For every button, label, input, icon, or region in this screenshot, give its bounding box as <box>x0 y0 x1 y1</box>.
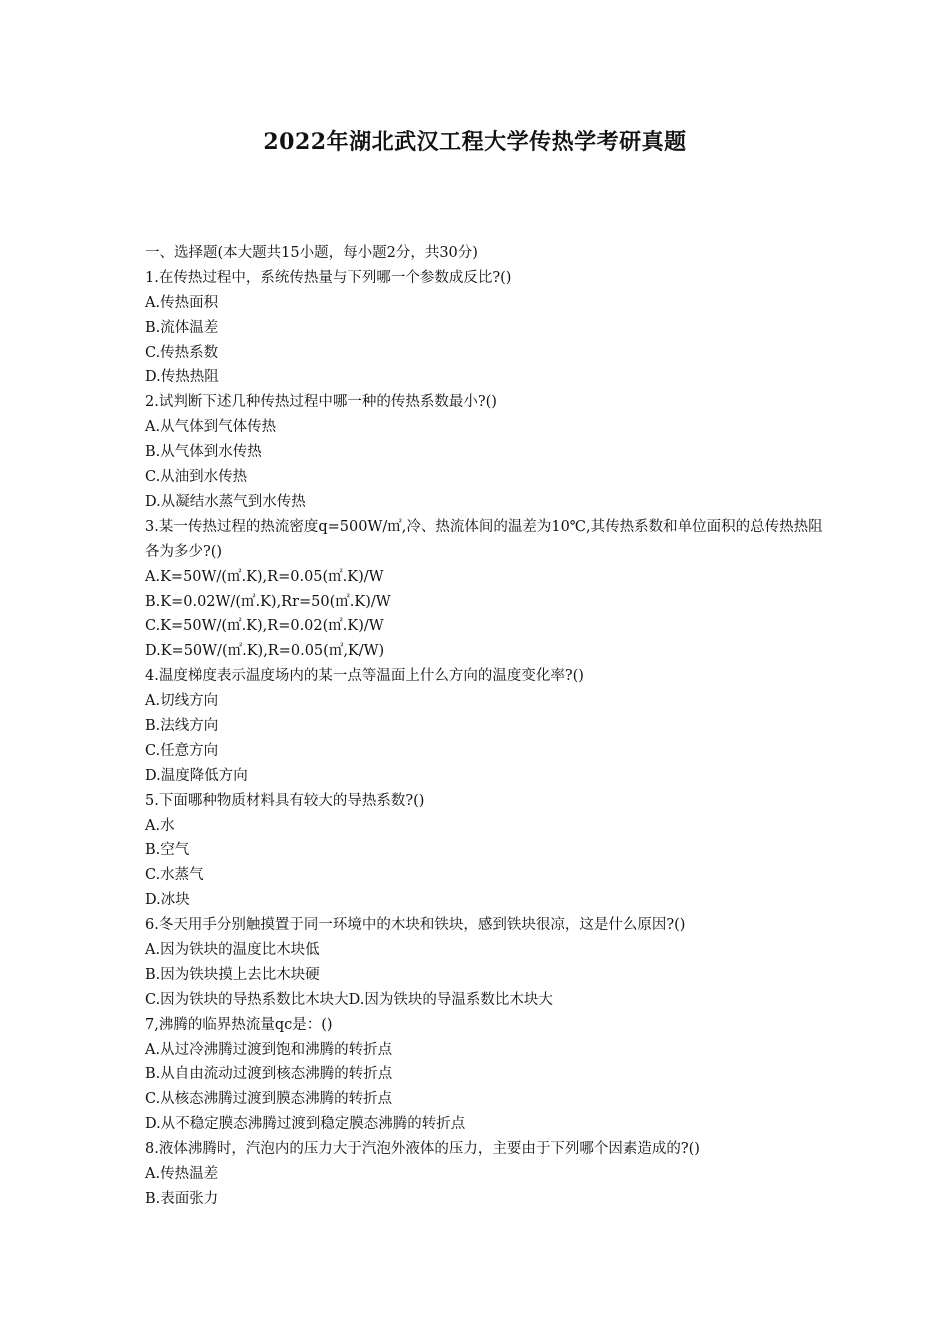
question-option: C.水蒸气 <box>145 867 204 884</box>
question-option: C.任意方向 <box>145 742 219 759</box>
question-option: D.传热热阻 <box>145 369 219 386</box>
document-body <box>145 241 825 1212</box>
question-option: A.传热温差 <box>145 1165 219 1182</box>
question-option: D.从凝结水蒸气到水传热 <box>145 493 306 510</box>
question-stem: 2.试判断下述几种传热过程中哪一种的传热系数最小?() <box>145 394 497 411</box>
question-option: A.切线方向 <box>145 693 219 710</box>
question-option: B.法线方向 <box>145 717 219 734</box>
question-stem: 4.温度梯度表示温度场内的某一点等温面上什么方向的温度变化率?() <box>145 668 584 685</box>
question-option: A.水 <box>145 817 175 834</box>
question-option: B.表面张力 <box>145 1190 219 1207</box>
question-option: A.从气体到气体传热 <box>145 419 277 436</box>
question-option: C.K=50W/(㎡.K),R=0.02(㎡.K)/W <box>145 618 384 635</box>
question-option: A.传热面积 <box>145 294 219 311</box>
question-option: B.从自由流动过渡到核态沸腾的转折点 <box>145 1066 393 1083</box>
question-option: B.空气 <box>145 842 190 859</box>
question-stem: 3.某一传热过程的热流密度q=500W/㎡,冷、热流体间的温差为10℃,其传热系数和单位面积的总传热热阻各为多少?() <box>145 518 823 560</box>
question-option: C.因为铁块的导热系数比木块大D.因为铁块的导温系数比木块大 <box>145 991 553 1008</box>
question-option: D.冰块 <box>145 892 190 909</box>
question-stem: 7,沸腾的临界热流量qc是：() <box>145 1016 333 1033</box>
question-option: A.从过冷沸腾过渡到饱和沸腾的转折点 <box>145 1041 393 1058</box>
question-option: D.K=50W/(㎡.K),R=0.05(㎡,K/W) <box>145 643 385 660</box>
question-option: B.从气体到水传热 <box>145 444 262 461</box>
question-option: C.从油到水传热 <box>145 469 248 486</box>
question-option: D.温度降低方向 <box>145 767 248 784</box>
question-option: B.K=0.02W/(㎡.K),Rr=50(㎡.K)/W <box>145 593 391 610</box>
question-stem: 5.下面哪种物质材料具有较大的导热系数?() <box>145 792 425 809</box>
question-option: A.因为铁块的温度比木块低 <box>145 941 320 958</box>
question-option: C.传热系数 <box>145 344 219 361</box>
question-option: B.流体温差 <box>145 319 219 336</box>
question-option: C.从核态沸腾过渡到膜态沸腾的转折点 <box>145 1091 393 1108</box>
question-stem: 6.冬天用手分别触摸置于同一环境中的木块和铁块，感到铁块很凉，这是什么原因?() <box>145 917 686 934</box>
question-option: D.从不稳定膜态沸腾过渡到稳定膜态沸腾的转折点 <box>145 1116 466 1133</box>
question-stem: 1.在传热过程中，系统传热量与下列哪一个参数成反比?() <box>145 269 512 286</box>
section-heading: 一、选择题(本大题共15小题，每小题2分，共30分) <box>145 245 478 261</box>
question-stem: 8.液体沸腾时，汽泡内的压力大于汽泡外液体的压力，主要由于下列哪个因素造成的?() <box>145 1141 700 1158</box>
question-option: B.因为铁块摸上去比木块硬 <box>145 966 320 983</box>
question-option: A.K=50W/(㎡.K),R=0.05(㎡.K)/W <box>145 568 384 585</box>
document-title: 2022年湖北武汉工程大学传热学考研真题 <box>263 129 687 155</box>
